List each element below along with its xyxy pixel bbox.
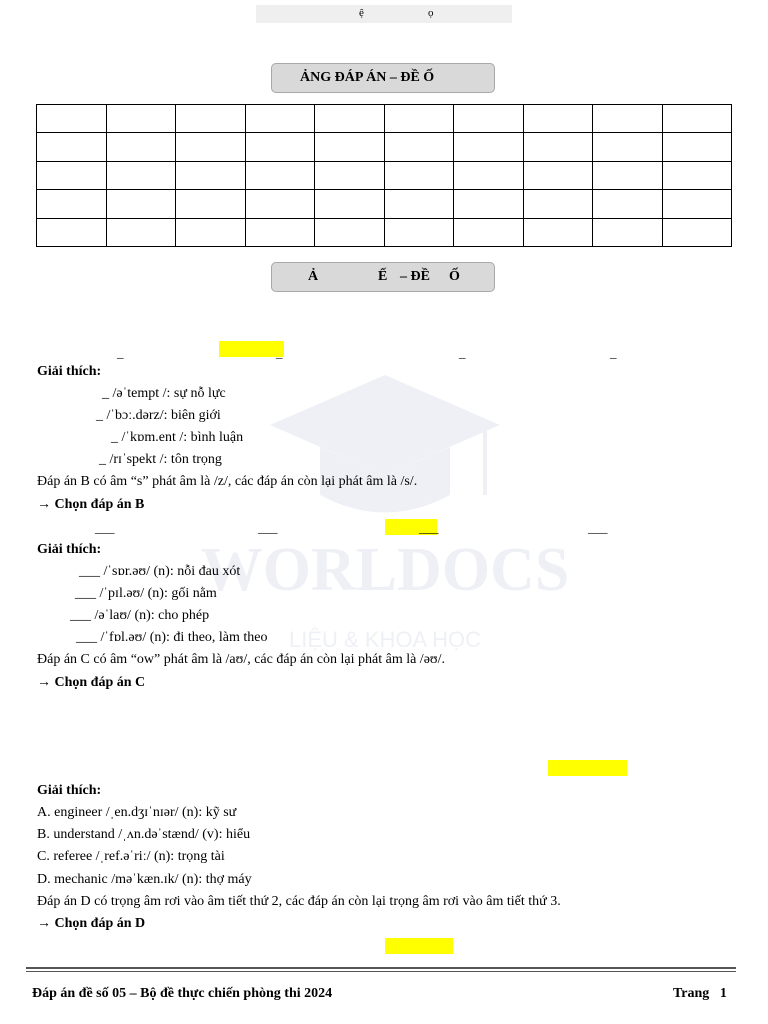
q2-item: ___ /ˈfɒl.əʊ/ (n): đi theo, làm theo: [76, 630, 268, 645]
answer-table-row: [37, 218, 732, 246]
watermark-tagline: LIỆU & KHOA HỌC: [289, 627, 481, 652]
answer-cell: [662, 105, 732, 133]
answer-cell: [106, 190, 176, 218]
answer-cell: [662, 190, 732, 218]
q3-answer: → Chọn đáp án D: [37, 916, 146, 931]
answer-cell: [593, 190, 663, 218]
answer-cell: [106, 218, 176, 246]
watermark-brand: WORLDOCS: [200, 536, 570, 604]
answer-cell: [662, 218, 732, 246]
q3-item: A. engineer /ˌen.dʒɪˈnɪər/ (n): kỹ sư: [37, 805, 237, 820]
q1-item: _ /əˈtempt /: sự nỗ lực: [102, 386, 226, 401]
answer-cell: [245, 161, 315, 189]
answer-cell: [37, 190, 107, 218]
answer-cell: [315, 105, 385, 133]
option-blank: _: [459, 345, 466, 360]
q2-item: ___ /ˈsɒr.əʊ/ (n): nỗi đau xót: [79, 564, 241, 579]
answer-cell: [37, 133, 107, 161]
option-blank: _: [276, 345, 283, 360]
answer-cell: [176, 218, 246, 246]
explanation-title: Ả Ế – ĐỀ Ố: [271, 262, 495, 292]
q3-item: C. referee /ˌref.əˈriː/ (n): trọng tài: [37, 849, 225, 864]
answer-cell: [454, 105, 524, 133]
q2-note: Đáp án C có âm “ow” phát âm là /aʊ/, các đáp án còn lại phát âm là /əʊ/.: [37, 652, 445, 667]
q3-item: B. understand /ˌʌn.dəˈstænd/ (v): hiểu: [37, 827, 251, 842]
q1-item: _ /rɪˈspekt /: tôn trọng: [99, 452, 222, 467]
answer-cell: [315, 218, 385, 246]
q3-heading: Giải thích:: [37, 783, 102, 798]
answer-cell: [245, 133, 315, 161]
answer-table-row: [37, 133, 732, 161]
watermark-logo: [180, 365, 590, 665]
answer-cell: [523, 190, 593, 218]
answer-cell: [37, 105, 107, 133]
answer-cell: [106, 105, 176, 133]
answer-cell: [245, 218, 315, 246]
answer-cell: [245, 105, 315, 133]
option-blank: _: [117, 345, 124, 360]
page-number: Trang 1: [673, 986, 727, 1001]
q2-heading: Giải thích:: [37, 542, 102, 557]
answer-cell: [593, 218, 663, 246]
header-fragment: ọ: [428, 7, 434, 19]
answer-table-row: [37, 105, 732, 133]
answer-cell: [523, 105, 593, 133]
q2-answer: → Chọn đáp án C: [37, 675, 146, 690]
option-blank: ___: [95, 520, 115, 535]
answer-table-row: [37, 190, 732, 218]
answer-cell: [37, 161, 107, 189]
q3-item: D. mechanic /məˈkæn.ɪk/ (n): thợ máy: [37, 872, 252, 887]
answer-cell: [176, 190, 246, 218]
answer-cell: [315, 161, 385, 189]
answer-cell: [176, 133, 246, 161]
q1-note: Đáp án B có âm “s” phát âm là /z/, các đáp án còn lại phát âm là /s/.: [37, 474, 418, 489]
highlight-mark: [548, 760, 627, 776]
footer-divider: [26, 971, 736, 972]
answer-cell: [454, 190, 524, 218]
q1-item: _ /ˈkɒm.ent /: bình luận: [111, 430, 244, 445]
answer-table-row: [37, 161, 732, 189]
option-blank: ___: [258, 520, 278, 535]
answer-cell: [315, 133, 385, 161]
footer-divider: [26, 967, 736, 969]
answer-cell: [384, 105, 454, 133]
answer-cell: [106, 133, 176, 161]
answer-table: [36, 104, 732, 247]
answer-cell: [384, 218, 454, 246]
q2-item: ___ /ˈpɪl.əʊ/ (n): gối nằm: [75, 586, 217, 601]
answer-cell: [176, 161, 246, 189]
answer-cell: [523, 161, 593, 189]
answer-cell: [454, 133, 524, 161]
answer-cell: [37, 218, 107, 246]
header-bar: [256, 5, 512, 23]
answer-cell: [454, 218, 524, 246]
footer-title: Đáp án đề số 05 – Bộ đề thực chiến phòng thi 2024: [32, 986, 333, 1001]
q3-note: Đáp án D có trọng âm rơi vào âm tiết thứ 2, các đáp án còn lại trọng âm rơi vào âm tiết thứ 3.: [37, 894, 561, 909]
answer-cell: [176, 105, 246, 133]
answer-cell: [106, 161, 176, 189]
option-blank: _: [610, 345, 617, 360]
answer-cell: [384, 133, 454, 161]
answer-cell: [523, 218, 593, 246]
answer-cell: [662, 133, 732, 161]
header-fragment: ệ: [359, 7, 364, 19]
answer-cell: [384, 161, 454, 189]
answer-cell: [593, 161, 663, 189]
answer-cell: [662, 161, 732, 189]
answer-cell: [593, 105, 663, 133]
option-blank: ___: [419, 520, 439, 535]
q1-heading: Giải thích:: [37, 364, 102, 379]
answer-cell: [593, 133, 663, 161]
answer-cell: [523, 133, 593, 161]
option-blank: ___: [588, 520, 608, 535]
q2-item: ___ /əˈlaʊ/ (n): cho phép: [70, 608, 210, 623]
q1-item: _ /ˈbɔː.dərz/: biên giới: [96, 408, 221, 423]
q1-answer: → Chọn đáp án B: [37, 497, 145, 512]
answer-cell: [245, 190, 315, 218]
answer-cell: [384, 190, 454, 218]
highlight-mark: [219, 341, 284, 357]
highlight-mark: [385, 938, 453, 954]
answer-table-title: ẢNG ĐÁP ÁN – ĐỀ Ố: [271, 63, 495, 93]
answer-cell: [454, 161, 524, 189]
answer-cell: [315, 190, 385, 218]
